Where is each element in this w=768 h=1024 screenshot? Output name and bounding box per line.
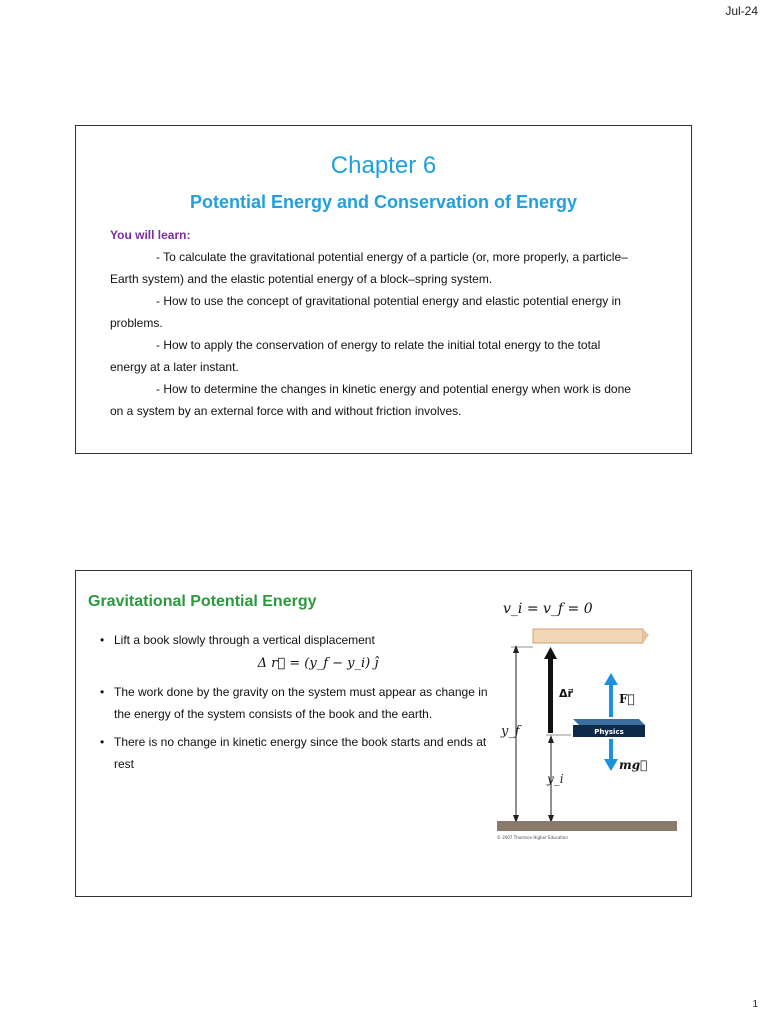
book-final-edge [643,629,649,643]
page-number: 1 [752,999,758,1010]
force-arrowhead [604,673,618,685]
page-date: Jul-24 [725,4,758,18]
force-label: F⃗ [619,692,635,706]
objective-1-line-2: Earth system) and the elastic potential energy of a block–spring system. [110,272,493,286]
bullet-item: • The work done by the gravity on the system must appear as change in the energy of the system consists of the book and the earth. [98,681,498,725]
slide-gravitational-potential-energy [75,570,692,897]
velocity-condition: v_i = v_f = 0 [503,601,593,617]
yf-label: y_f [501,724,520,739]
yi-label: y_i [547,772,564,786]
learn-label: You will learn: [110,228,191,242]
book-lift-figure [491,623,681,853]
figure-credit: © 2007 Thomson Higher Education [497,835,568,840]
slide-chapter-6 [75,125,692,454]
displacement-arrowhead [544,647,557,659]
objective-1-line-1: - To calculate the gravitational potential energy of a particle (or, more properly, a particle– [156,250,628,264]
weight-arrowhead [604,759,618,771]
book-final-position [533,629,643,643]
objective-4-line-1: - How to determine the changes in kinetic energy and potential energy when work is done [156,382,631,396]
yi-arrowhead-top [548,735,554,743]
ground [497,821,677,831]
bullet-item: • Lift a book slowly through a vertical displacement [98,629,498,651]
yf-arrowhead-top [513,645,519,653]
objective-4-line-2: on a system by an external force with and without friction involves. [110,404,462,418]
objective-3-line-2: energy at a later instant. [110,360,239,374]
chapter-title: Chapter 6 [330,152,437,179]
objective-2-line-1: - How to use the concept of gravitational potential energy and elastic potential energy in [156,294,621,308]
learning-objectives [110,224,663,422]
bullet-item: • There is no change in kinetic energy since the book starts and ends at rest [98,731,498,775]
chapter-subtitle: Potential Energy and Conservation of Energy [189,192,578,212]
displacement-arrow-shaft [548,657,553,733]
weight-label: mg⃗ [619,758,648,772]
objective-3-line-1: - How to apply the conservation of energy to relate the initial total energy to the total [156,338,601,352]
book-title: Physics [594,728,624,736]
objective-2-line-2: problems. [110,316,163,330]
book-top [573,719,645,725]
displacement-equation: Δ r⃗ = (y_f − y_i) ĵ [257,656,379,671]
displacement-label: Δr⃗ [559,687,573,700]
bullet-list [98,629,498,775]
slide-title: Gravitational Potential Energy [88,593,317,610]
